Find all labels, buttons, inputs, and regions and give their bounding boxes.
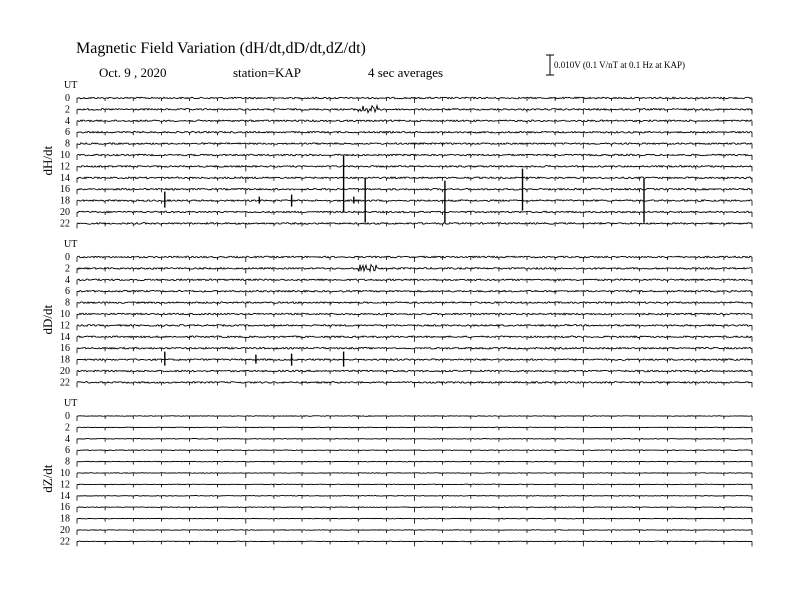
hour-label: 12 [60, 320, 70, 332]
hour-label: 8 [65, 138, 70, 150]
hour-label: 22 [60, 536, 70, 548]
hour-label: 18 [60, 354, 70, 366]
hour-label: 14 [60, 172, 70, 184]
hour-label: 8 [65, 456, 70, 468]
hour-label: 12 [60, 161, 70, 173]
hour-label: 4 [65, 115, 70, 127]
hour-label: 10 [60, 150, 70, 161]
hour-label: 0 [65, 93, 70, 104]
hour-label: 10 [60, 309, 70, 320]
hour-label: 16 [60, 184, 70, 196]
hour-label: 0 [65, 252, 70, 263]
hour-label: 16 [60, 502, 70, 514]
hour-label: 6 [65, 127, 70, 139]
date-label: Oct. 9 , 2020 [99, 65, 167, 80]
panel-dd-dt [40, 239, 752, 388]
averaging-label: 4 sec averages [368, 65, 444, 80]
hour-label: 12 [60, 479, 70, 491]
chart-title: Magnetic Field Variation (dH/dt,dD/dt,dZ/dt) [76, 40, 366, 57]
panel-label: dH/dt [40, 145, 55, 176]
hour-label: 6 [65, 286, 70, 298]
hour-label: 18 [60, 513, 70, 525]
hour-label: 22 [60, 377, 70, 389]
hour-label: 8 [65, 297, 70, 309]
ut-label: UT [64, 398, 78, 409]
ut-label: UT [64, 80, 78, 91]
hour-label: 2 [65, 104, 70, 116]
hour-label: 16 [60, 343, 70, 355]
hour-label: 6 [65, 445, 70, 457]
hour-label: 20 [60, 525, 70, 536]
hour-label: 22 [60, 218, 70, 230]
hour-label: 2 [65, 263, 70, 275]
hour-label: 20 [60, 207, 70, 218]
panel-label: dD/dt [40, 304, 55, 335]
hour-label: 10 [60, 468, 70, 479]
scale-label: 0.010V (0.1 V/nT at 0.1 Hz at KAP) [554, 60, 685, 70]
panel-dz-dt [40, 398, 752, 547]
hour-label: 14 [60, 490, 70, 502]
hour-label: 14 [60, 331, 70, 343]
scale-bar [546, 55, 554, 75]
hour-label: 4 [65, 433, 70, 445]
station-label: station=KAP [233, 65, 302, 80]
hour-label: 2 [65, 422, 70, 434]
hour-label: 18 [60, 195, 70, 207]
panel-label: dZ/dt [40, 464, 55, 493]
hour-label: 4 [65, 274, 70, 286]
hour-label: 0 [65, 411, 70, 422]
panel-dh-dt [40, 80, 752, 229]
hour-label: 20 [60, 366, 70, 377]
ut-label: UT [64, 239, 78, 250]
